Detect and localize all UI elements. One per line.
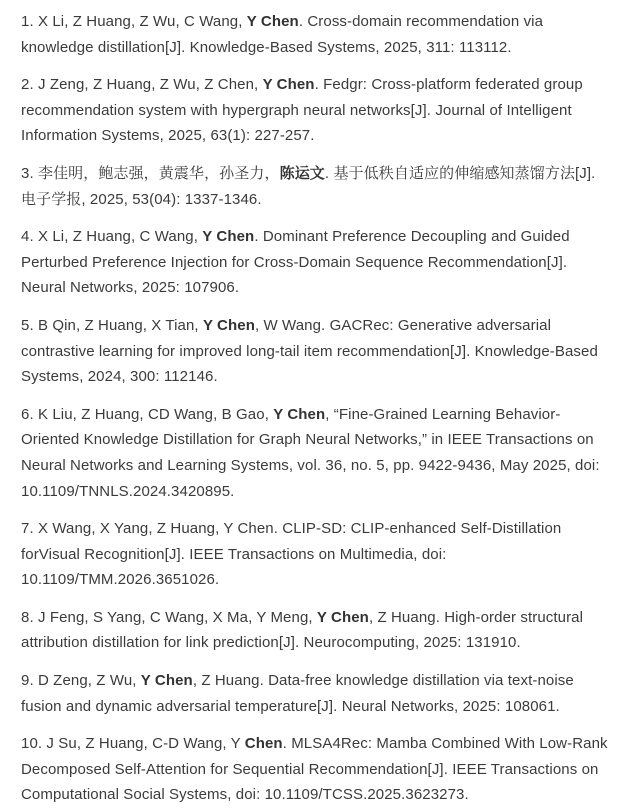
reference-text-segment: 1. X Li, Z Huang, Z Wu, C Wang, [21,13,247,30]
reference-text-segment: 5. B Qin, Z Huang, X Tian, [21,316,203,334]
highlighted-author-name: Y Chen [202,316,255,334]
reference-text-segment: 7. X Wang, X Yang, Z Huang, Y Chen. CLIP-SD: CLIP-enhanced Self-Distillation forVisual Recognition[J]. IEEE Transactions on Multimedia, doi: 10.1109/TMM.2026.3651026. [21,520,562,589]
reference-text-segment: 3. 李佳明，鲍志强，黄震华，孙圣力， [21,164,280,182]
reference-text-segment: . Dominant Preference Decoupling and Guided Perturbed Preference Injection for Cross-Domain Sequence Recommendation[J]. Neural Networks, 2025: 107906. [21,228,570,297]
reference-item [21,313,613,390]
reference-text-segment: , W Wang. GACRec: Generative adversarial contrastive learning for improved long-tail item recommendation[J]. Knowledge-Based Systems, 2024, 300: 112146. [21,316,598,386]
reference-text-segment: . Cross-domain recommendation via knowledge distillation[J]. Knowledge-Based Systems, 2025, 311: 113112. [21,13,544,56]
highlighted-author-name: Y Chen [273,405,326,423]
reference-item [21,731,613,808]
reference-item [21,605,613,656]
reference-item [21,668,613,719]
reference-text-segment: 8. J Feng, S Yang, C Wang, X Ma, Y Meng, [21,608,317,626]
reference-text-segment: 10. J Su, Z Huang, C-D Wang, Y [21,735,245,753]
reference-text-segment: . 基于低秩自适应的伸缩感知蒸馏方法[J]. 电子学报, 2025, 53(04): 1337-1346. [21,164,596,208]
highlighted-author-name: Y Chen [316,608,369,626]
highlighted-author-name: Y Chen [202,228,255,246]
reference-item [21,516,613,593]
reference-text-segment: , “Fine-Grained Learning Behavior-Oriented Knowledge Distillation for Graph Neural Networks,” in IEEE Transactions on Neural Networks and Learning Systems, vol. 36, no. 5, pp. 9422-9436, May 2025, doi: 10.1109/TNNLS.2024.3420895. [21,405,600,500]
highlighted-author-name: Y Chen [246,13,299,30]
highlighted-author-name: Y Chen [262,76,315,94]
highlighted-author-name: Chen [244,735,283,753]
reference-text-segment: 9. D Zeng, Z Wu, [21,672,141,690]
reference-item [21,224,613,301]
reference-text-segment: 6. K Liu, Z Huang, CD Wang, B Gao, [21,405,274,423]
reference-item [21,402,613,504]
reference-item [21,9,613,60]
reference-item [21,161,613,212]
reference-text-segment: , Z Huang. Data-free knowledge distillation via text-noise fusion and dynamic adversarial temperature[J]. Neural Networks, 2025: 108061. [21,672,574,715]
reference-text-segment: 4. X Li, Z Huang, C Wang, [21,228,203,246]
reference-text-segment: , Z Huang. High-order structural attribution distillation for link prediction[J]. Neurocomputing, 2025: 131910. [21,608,584,652]
reference-list [21,9,613,808]
reference-item [21,72,613,149]
highlighted-author-name: Y Chen [140,672,193,690]
reference-text-segment: . Fedgr: Cross-platform federated group recommendation system with hypergraph neural networks[J]. Journal of Intelligent Information Systems, 2025, 63(1): 227-257. [21,76,583,145]
highlighted-author-name: 陈运文 [279,164,325,182]
reference-text-segment: 2. J Zeng, Z Huang, Z Wu, Z Chen, [21,76,263,94]
reference-text-segment: . MLSA4Rec: Mamba Combined With Low-Rank Decomposed Self-Attention for Sequential Recommendation[J]. IEEE Transactions on Computational Social Systems, doi: 10.1109/TCSS.2025.3623273. [21,735,608,804]
